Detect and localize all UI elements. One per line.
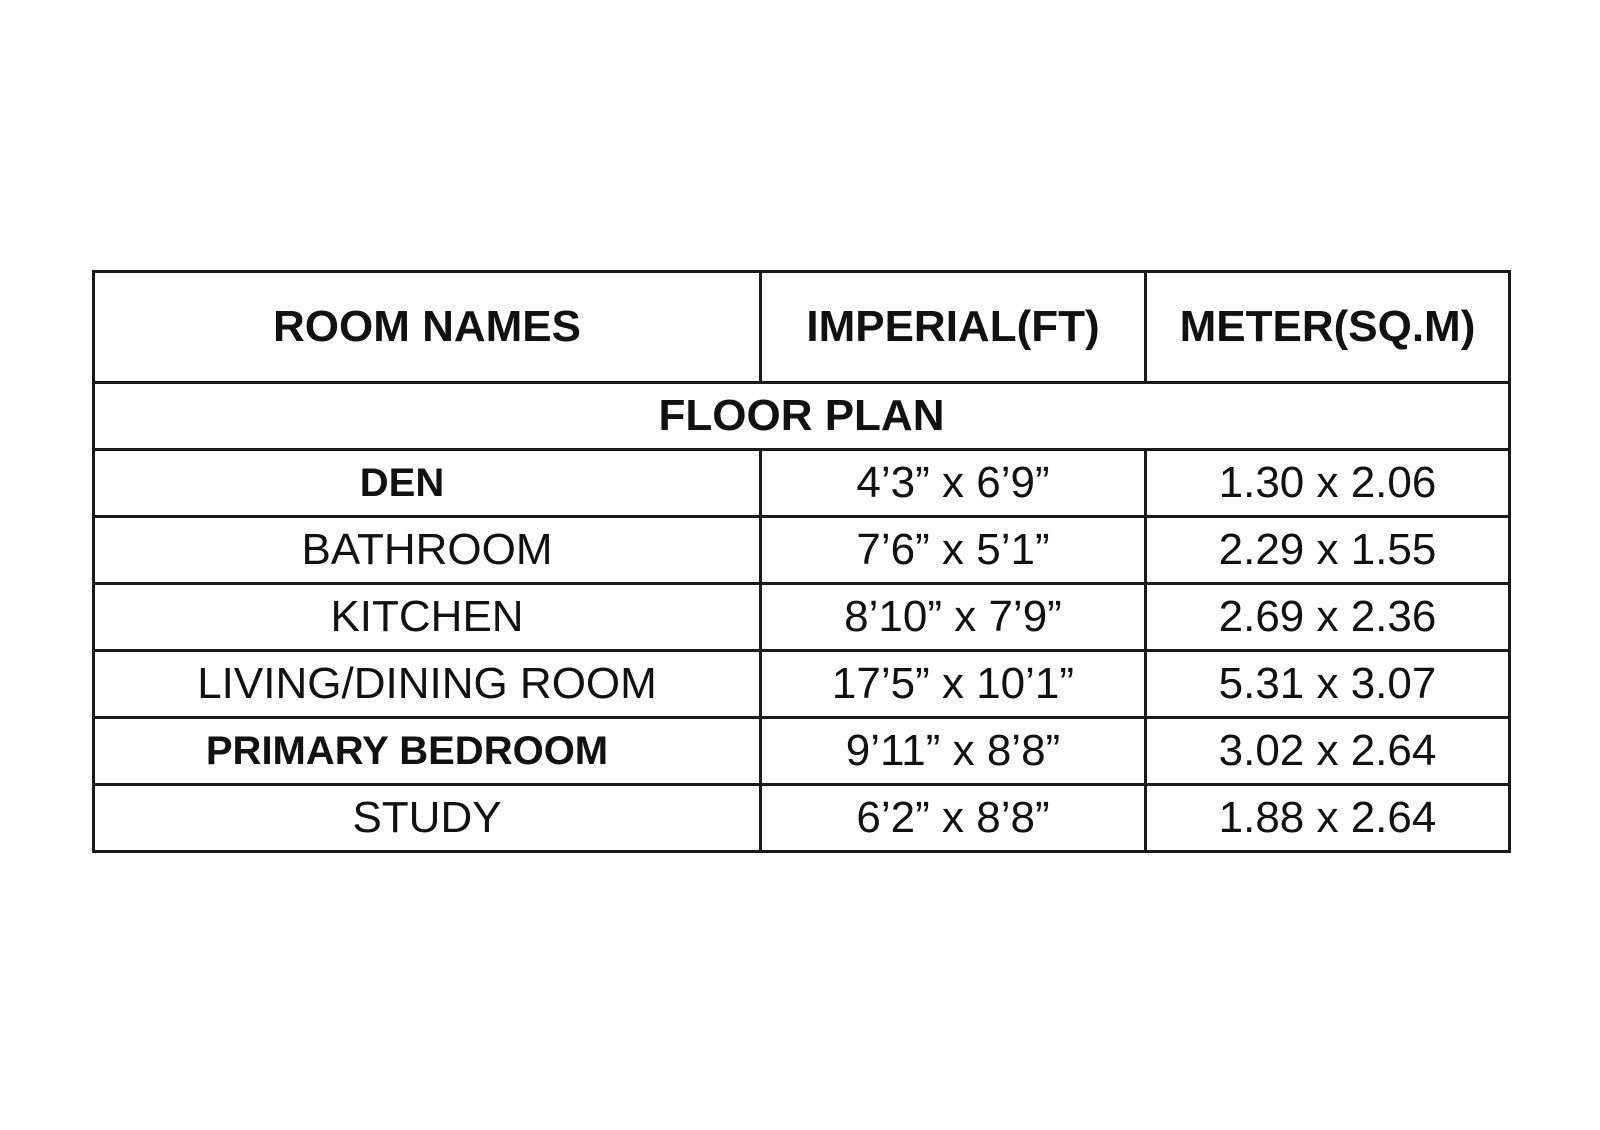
section-row: [94, 383, 1510, 450]
room-name-cell: BATHROOM: [94, 517, 761, 584]
table-row: [94, 450, 1510, 517]
meter-cell: 5.31 x 3.07: [1146, 651, 1510, 718]
imperial-cell: 7’6” x 5’1”: [761, 517, 1146, 584]
table-row: [94, 517, 1510, 584]
imperial-cell: 17’5” x 10’1”: [761, 651, 1146, 718]
table-row: [94, 651, 1510, 718]
room-name-cell: LIVING/DINING ROOM: [94, 651, 761, 718]
table-row: [94, 584, 1510, 651]
room-name-cell: PRIMARY BEDROOM: [94, 718, 761, 785]
meter-cell: 2.69 x 2.36: [1146, 584, 1510, 651]
header-imperial: IMPERIAL(FT): [761, 272, 1146, 383]
header-room-names: ROOM NAMES: [94, 272, 761, 383]
room-name-cell: DEN: [94, 450, 761, 517]
imperial-cell: 9’11” x 8’8”: [761, 718, 1146, 785]
imperial-cell: 6’2” x 8’8”: [761, 785, 1146, 852]
table-row: [94, 718, 1510, 785]
meter-cell: 1.88 x 2.64: [1146, 785, 1510, 852]
section-title: FLOOR PLAN: [94, 383, 1510, 450]
room-dimensions-table: [92, 270, 1511, 853]
imperial-cell: 8’10” x 7’9”: [761, 584, 1146, 651]
room-name-cell: KITCHEN: [94, 584, 761, 651]
room-name-cell: STUDY: [94, 785, 761, 852]
header-meter: METER(SQ.M): [1146, 272, 1510, 383]
meter-cell: 3.02 x 2.64: [1146, 718, 1510, 785]
table-header-row: [94, 272, 1510, 383]
meter-cell: 2.29 x 1.55: [1146, 517, 1510, 584]
table-row: [94, 785, 1510, 852]
meter-cell: 1.30 x 2.06: [1146, 450, 1510, 517]
imperial-cell: 4’3” x 6’9”: [761, 450, 1146, 517]
